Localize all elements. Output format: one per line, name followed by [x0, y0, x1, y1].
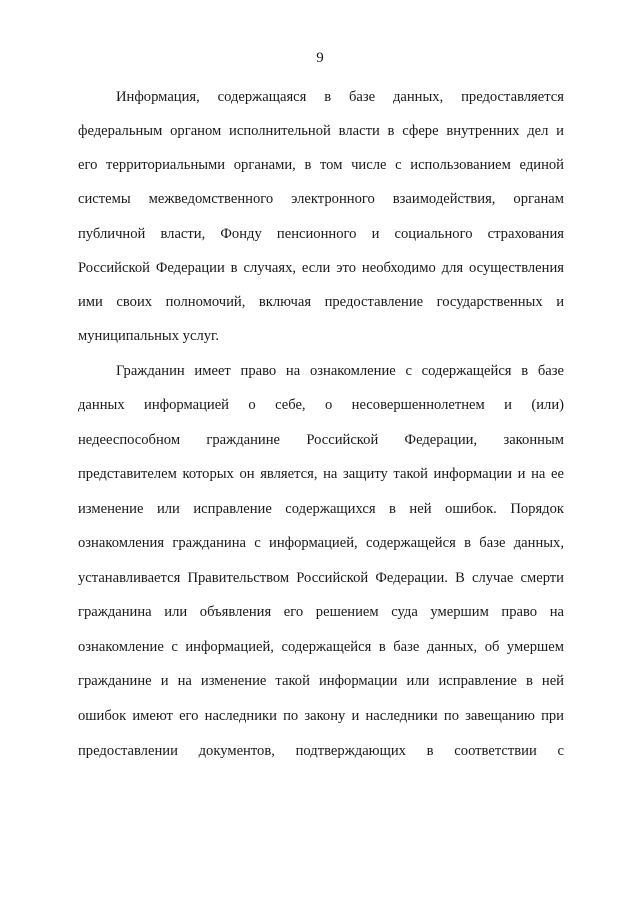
paragraph-line: Гражданин имеет право на ознакомление с содержащейся в базе: [116, 363, 564, 379]
paragraph-line: гражданине и на изменение такой информации или исправление в ней: [78, 673, 564, 689]
paragraph-line: Российской Федерации в случаях, если это необходимо для осуществления: [78, 260, 564, 276]
paragraph-line: ознакомления гражданина с информацией, содержащейся в базе данных,: [78, 535, 564, 551]
paragraph-line: муниципальных услуг.: [78, 328, 220, 344]
paragraph-line: Информация, содержащаяся в базе данных, предоставляется: [116, 89, 564, 105]
paragraph-line: ошибок имеют его наследники по закону и наследники по завещанию при: [78, 708, 564, 724]
paragraph-line: предоставлении документов, подтверждающих в соответствии с: [78, 743, 564, 759]
paragraph-line: изменение или исправление содержащихся в ней ошибок. Порядок: [78, 501, 564, 517]
paragraph-line: недееспособном гражданине Российской Федерации, законным: [78, 432, 564, 448]
paragraph-line: публичной власти, Фонду пенсионного и социального страхования: [78, 226, 564, 242]
paragraph-line: данных информацией о себе, о несовершеннолетнем и (или): [78, 397, 564, 413]
paragraph-line: гражданина или объявления его решением суда умершим право на: [78, 604, 564, 620]
paragraph-line: ознакомление с информацией, содержащейся в базе данных, об умершем: [78, 639, 564, 655]
paragraph-line: федеральным органом исполнительной власти в сфере внутренних дел и: [78, 123, 564, 139]
paragraph-line: ими своих полномочий, включая предоставление государственных и: [78, 294, 564, 310]
paragraph-line: представителем которых он является, на защиту такой информации и на ее: [78, 466, 564, 482]
page-number: 9: [316, 50, 324, 66]
paragraph-line: его территориальными органами, в том числе с использованием единой: [78, 157, 564, 173]
paragraph-line: системы межведомственного электронного взаимодействия, органам: [78, 191, 564, 207]
paragraph-line: устанавливается Правительством Российской Федерации. В случае смерти: [78, 570, 564, 586]
